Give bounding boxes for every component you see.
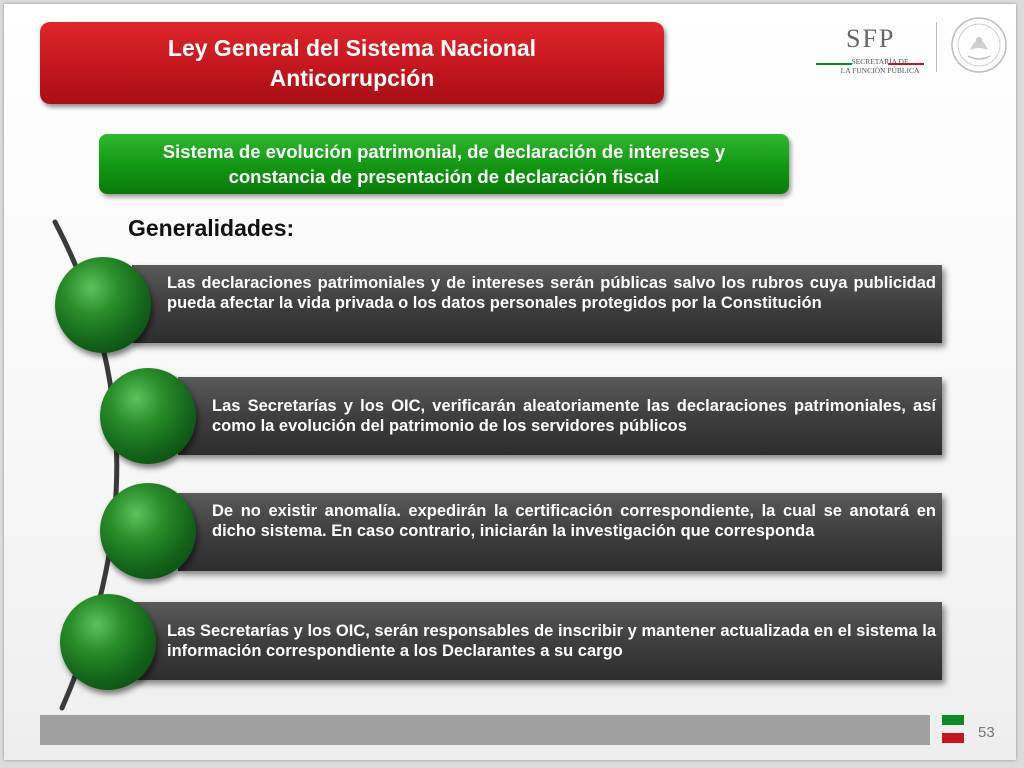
list-item bbox=[178, 493, 942, 571]
green-sphere-bullet-icon bbox=[55, 257, 151, 353]
logo-tricolor-rule bbox=[816, 52, 926, 54]
list-item-text: Las Secretarías y los OIC, verificarán aleatoriamente las declaraciones patrimoniales, así como la evolución del patrimonio de los servidores públicos bbox=[212, 397, 936, 435]
flag-red-block bbox=[942, 733, 964, 743]
sfp-logo-subtitle bbox=[830, 57, 930, 75]
mexico-seal-icon bbox=[950, 16, 1008, 74]
list-item-text: Las Secretarías y los OIC, serán responsables de inscribir y mantener actualizada en el sistema la información correspondiente a los Declarantes a su cargo bbox=[167, 622, 936, 660]
footer-bar bbox=[40, 715, 930, 745]
green-sphere-bullet-icon bbox=[100, 368, 196, 464]
sfp-logo-name: SFP bbox=[846, 24, 896, 53]
section-heading: Generalidades: bbox=[128, 215, 295, 241]
flag-green-block bbox=[942, 715, 964, 725]
page-number: 53 bbox=[978, 724, 995, 741]
list-item bbox=[132, 265, 942, 343]
green-sphere-bullet-icon bbox=[100, 483, 196, 579]
list-item-text: De no existir anomalía. expedirán la certificación correspondiente, la cual se anotará en dicho sistema. En caso contrario, iniciarán la investigación que corresponda bbox=[212, 502, 936, 540]
subtitle-line-2: constancia de presentación de declaración fiscal bbox=[228, 166, 660, 187]
sfp-logo-subtitle-line-1: SECRETARÍA DE bbox=[851, 57, 909, 66]
title-line-1: Ley General del Sistema Nacional bbox=[167, 35, 537, 61]
list-item-text: Las declaraciones patrimoniales y de intereses serán públicas salvo los rubros cuya publicidad pueda afectar la vida privada o los datos personales protegidos por la Constitución bbox=[167, 274, 936, 312]
sfp-logo bbox=[810, 24, 930, 80]
sfp-logo-subtitle-line-2: LA FUNCIÓN PÚBLICA bbox=[840, 66, 920, 75]
logo-separator bbox=[936, 22, 937, 72]
subtitle-line-1: Sistema de evolución patrimonial, de declaración de intereses y bbox=[162, 141, 726, 162]
list-item bbox=[178, 377, 942, 455]
green-sphere-bullet-icon bbox=[60, 594, 156, 690]
subtitle-banner bbox=[99, 134, 789, 194]
title-line-2: Anticorrupción bbox=[269, 65, 435, 91]
list-item bbox=[132, 602, 942, 680]
